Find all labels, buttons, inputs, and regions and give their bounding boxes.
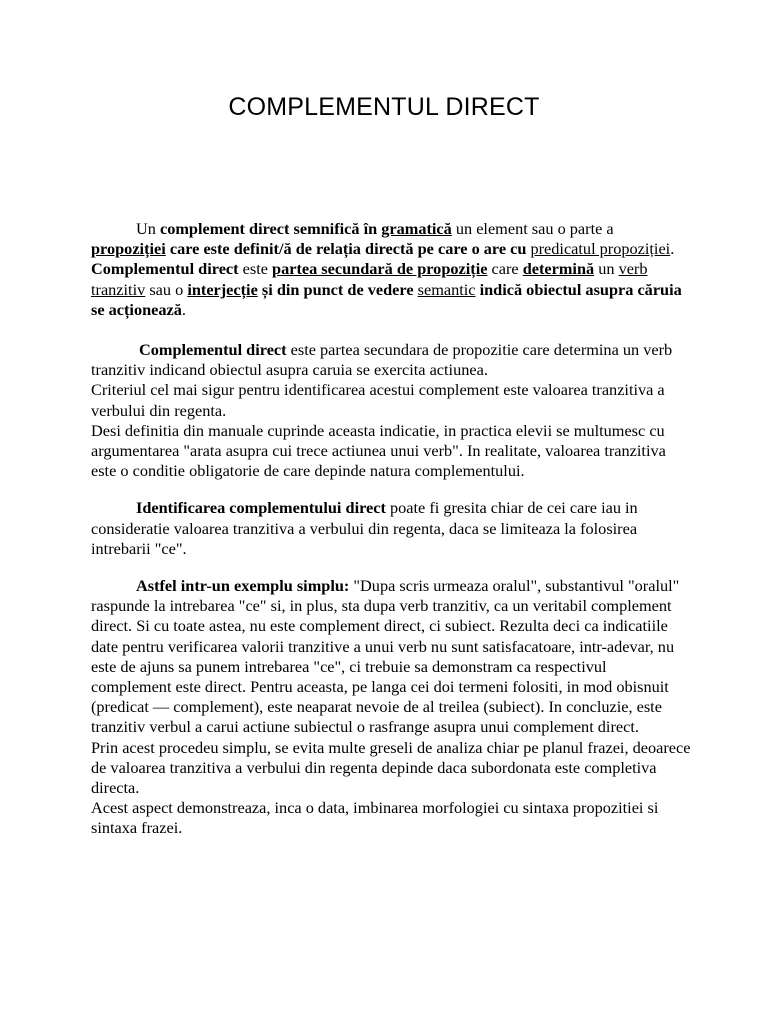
link-partea-secundara[interactable]: partea secundară de propoziție <box>272 259 488 279</box>
paragraph-exemplu <box>91 576 691 738</box>
text-span: care este definit/ă de relația directă pe care o are cu <box>165 239 531 259</box>
paragraph-lead-bold: Astfel intr-un exemplu simplu: <box>136 576 350 596</box>
text-span: un element sau o parte a <box>451 219 614 238</box>
paragraph-aspect: Acest aspect demonstreaza, inca o data, imbinarea morfologiei cu sintaxa propozitiei si sintaxa frazei. <box>91 798 659 838</box>
text-span: și din punct de vedere <box>257 279 418 299</box>
text-span: un <box>594 259 619 279</box>
link-predicatul-propozitiei[interactable]: predicatul propoziției <box>530 239 671 259</box>
paragraph-text: "Dupa scris urmeaza oralul", substantivul "oralul" raspunde la intrebarea "ce" si, in plus, sta dupa verb tranzitiv, ca un veritabil complement direct. Si cu toate astea, nu este complement direct, ci subiect. Rezulta deci ca indicatiile date pentru verificarea valorii tranzitive a unui verb nu sunt satisfacatoare, intr-adevar, nu este de ajuns sa punem intrebarea "ce", ci trebuie sa demonstram ca respectivul complement este direct. Pentru aceasta, pe langa cei doi termeni folositi, in mod obisnuit (predicat — complement), este neaparat nevoie de al treilea (subiect). In concluzie, este tranzitiv verbul a carui actiune subiectul o rasfrange asupra unui complement direct. <box>91 576 680 737</box>
text-span: . <box>181 299 186 319</box>
paragraph-desi: Desi definitia din manuale cuprinde aceasta indicatie, in practica elevii se multumesc cu argumentarea "arata asupra cui trece actiunea unui verb". In realitate, valoarea tranzitiva este o conditie obligatorie de care depinde natura complementului. <box>91 420 666 481</box>
paragraph-definition-2 <box>91 340 691 380</box>
text-span: care <box>487 259 523 279</box>
link-verb-tranzitiv[interactable]: verb tranzitiv <box>91 259 648 299</box>
paragraph-lead-bold: Complementul direct <box>139 340 287 360</box>
document-body <box>91 219 691 839</box>
paragraph-identificarea <box>91 498 691 559</box>
term-bold: complement direct <box>159 219 290 238</box>
text-span: este <box>238 259 273 279</box>
link-propozitiei[interactable]: propoziției <box>91 239 166 259</box>
page-title: COMPLEMENTUL DIRECT <box>228 93 540 121</box>
text-span: . <box>670 239 675 259</box>
definition-paragraph <box>91 219 691 320</box>
term-bold: Complementul direct <box>91 259 239 279</box>
text-span: sau o <box>145 279 188 299</box>
paragraph-text: poate fi gresita chiar de cei care iau in consideratie valoarea tranzitiva a verbului din regenta, daca se limiteaza la folosirea intrebarii "ce". <box>91 498 638 558</box>
text-span: Un <box>136 219 160 238</box>
text-span: indică obiectul asupra căruia se acționează <box>91 279 682 319</box>
paragraph-lead-bold: Identificarea complementului direct <box>136 498 386 518</box>
paragraph-procedeu: Prin acest procedeu simplu, se evita multe greseli de analiza chiar pe planul frazei, deoarece de valoarea tranzitiva a verbului din regenta depinde daca subordonata este completiva directa. <box>91 737 691 798</box>
link-interjectie[interactable]: interjecție <box>187 279 258 299</box>
link-determina[interactable]: determină <box>522 259 595 279</box>
link-semantic[interactable]: semantic <box>417 279 476 299</box>
paragraph-criteriu: Criteriul cel mai sigur pentru identificarea acestui complement este valoarea tranzitiva a verbului din regenta. <box>91 380 665 420</box>
text-span: semnifică în <box>289 219 382 238</box>
link-gramatica[interactable]: gramatică <box>381 219 452 238</box>
paragraph-text: este partea secundara de propozitie care determina un verb tranzitiv indicand obiectul asupra caruia se exercita actiunea. <box>91 340 673 380</box>
